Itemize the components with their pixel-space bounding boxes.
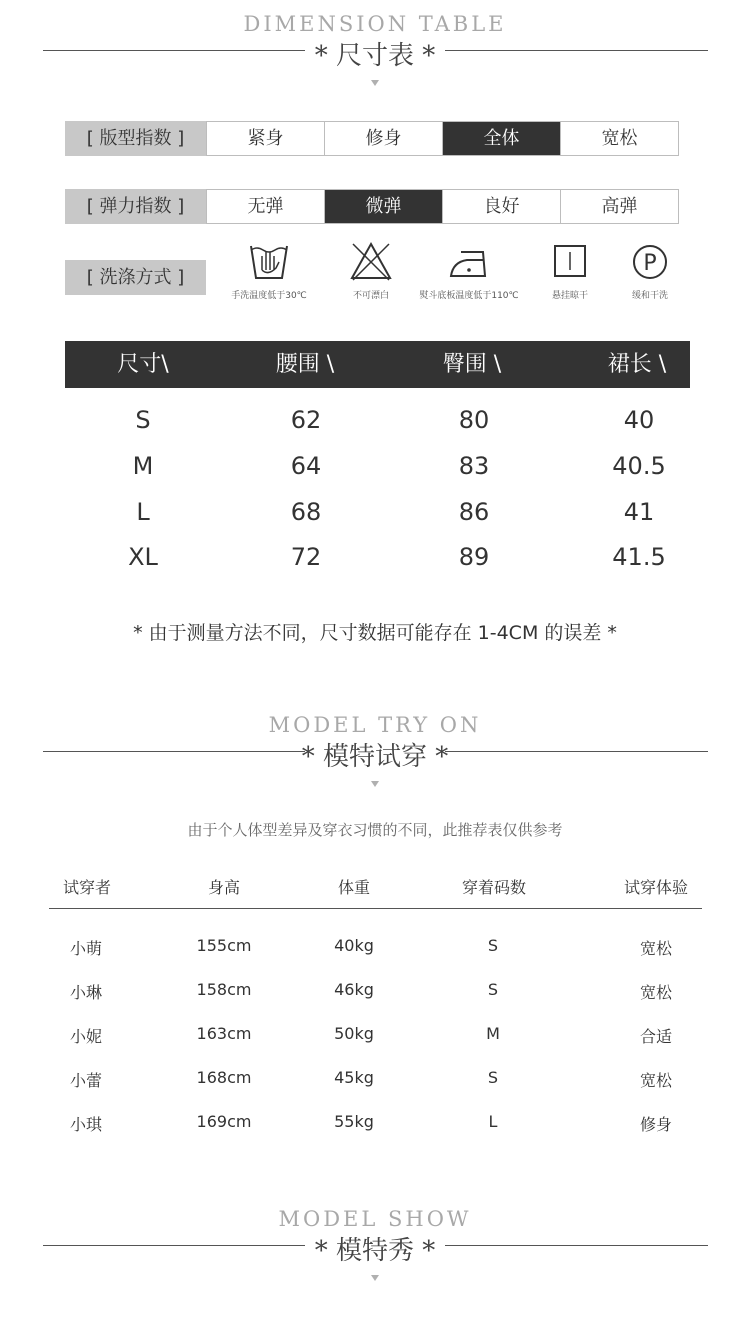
size-cell: S	[135, 406, 151, 434]
wash-label: [ 洗涤方式 ]	[65, 260, 206, 295]
size-cell: 72	[290, 543, 322, 571]
size-cell: 83	[458, 452, 490, 480]
stretch-index-label: [ 弹力指数 ]	[65, 189, 206, 224]
model-cell: 小妮	[69, 1027, 102, 1046]
model-cell: 50kg	[334, 1024, 374, 1043]
section-title-cn: * 模特试穿 *	[301, 742, 449, 772]
size-header-cell: 尺寸\	[117, 352, 169, 377]
model-cell: S	[487, 980, 499, 999]
fit-option: 紧身	[206, 122, 324, 155]
model-cell: 45kg	[334, 1068, 374, 1087]
model-header-cell: 试穿体验	[623, 878, 688, 897]
model-cell: 小琳	[69, 983, 102, 1002]
size-cell: 89	[458, 543, 490, 571]
model-cell: 宽松	[639, 939, 672, 958]
wash-item	[316, 240, 426, 310]
size-cell: 64	[290, 452, 322, 480]
wash-item	[414, 240, 524, 310]
size-cell: XL	[128, 543, 158, 571]
model-cell: 小蕾	[69, 1071, 102, 1090]
down-triangle-icon	[371, 1275, 379, 1281]
wash-item	[595, 240, 705, 310]
model-cell: 合适	[639, 1027, 672, 1046]
hang-dry-icon	[548, 240, 592, 282]
size-cell: 68	[290, 498, 322, 526]
size-cell: M	[132, 452, 154, 480]
section-title-cn: * 尺寸表 *	[314, 41, 436, 71]
model-cell: S	[487, 1068, 499, 1087]
model-cell: 修身	[639, 1115, 672, 1134]
dry-clean-icon	[628, 240, 672, 282]
model-cell: 168cm	[196, 1068, 252, 1087]
size-cell: 86	[458, 498, 490, 526]
no-bleach-icon	[349, 240, 393, 282]
model-cell: 40kg	[334, 936, 374, 955]
model-cell: 55kg	[334, 1112, 374, 1131]
size-cell: 41.5	[612, 543, 666, 571]
wash-caption: 不可漂白	[352, 291, 389, 301]
dimension-section-header	[0, 12, 750, 92]
section-title-en: DIMENSION TABLE	[243, 12, 507, 36]
section-title-cn: * 模特秀 *	[314, 1236, 436, 1266]
stretch-option: 良好	[442, 190, 560, 223]
wash-caption: 缓和干洗	[631, 291, 668, 301]
model-header-cell: 试穿者	[62, 878, 111, 897]
size-cell: 41	[623, 498, 655, 526]
fit-option: 修身	[324, 122, 442, 155]
model-table-divider	[49, 908, 702, 909]
wash-item	[214, 240, 324, 310]
model-cell: 小萌	[69, 939, 102, 958]
measurement-note: * 由于测量方法不同，尺寸数据可能存在 1-4CM 的误差 *	[133, 622, 617, 644]
fit-index-row	[65, 121, 679, 156]
size-cell: 80	[458, 406, 490, 434]
stretch-index-row	[65, 189, 679, 224]
stretch-option-selected: 微弹	[324, 190, 442, 223]
model-header-cell: 身高	[207, 878, 240, 897]
size-cell: 40.5	[612, 452, 666, 480]
model-cell: L	[488, 1112, 498, 1131]
fit-index-label: [ 版型指数 ]	[65, 121, 206, 156]
show-section-header	[0, 1207, 750, 1287]
size-cell: 40	[623, 406, 655, 434]
size-header-cell: 裙长 \	[607, 352, 667, 377]
model-header-cell: 穿着码数	[461, 878, 526, 897]
model-cell: 宽松	[639, 983, 672, 1002]
svg-text:P: P	[643, 251, 657, 276]
hand-wash-icon	[247, 240, 291, 282]
model-cell: 169cm	[196, 1112, 252, 1131]
size-header-cell: 腰围 \	[275, 352, 335, 377]
model-header-cell: 体重	[337, 878, 370, 897]
wash-caption: 悬挂晾干	[551, 291, 588, 301]
size-cell: L	[136, 498, 150, 526]
section-title-en: MODEL SHOW	[278, 1207, 472, 1231]
size-header-cell: 臀围 \	[442, 352, 502, 377]
model-cell: 小琪	[69, 1115, 102, 1134]
wash-caption: 手洗温度低于30℃	[231, 291, 307, 301]
model-cell: 155cm	[196, 936, 252, 955]
model-section-header	[0, 713, 750, 793]
model-cell: 158cm	[196, 980, 252, 999]
size-cell: 62	[290, 406, 322, 434]
model-cell: 163cm	[196, 1024, 252, 1043]
size-table-header	[65, 341, 690, 388]
fit-option-selected: 全体	[442, 122, 560, 155]
wash-caption: 熨斗底板温度低于110℃	[419, 291, 519, 301]
iron-icon	[447, 240, 491, 282]
model-cell: M	[486, 1024, 500, 1043]
section-title-en: MODEL TRY ON	[268, 713, 482, 737]
model-note: 由于个人体型差异及穿衣习惯的不同，此推荐表仅供参考	[187, 821, 563, 839]
model-cell: 宽松	[639, 1071, 672, 1090]
down-triangle-icon	[371, 80, 379, 86]
stretch-option: 无弹	[206, 190, 324, 223]
down-triangle-icon	[371, 781, 379, 787]
stretch-option: 高弹	[560, 190, 678, 223]
model-cell: S	[487, 936, 499, 955]
fit-option: 宽松	[560, 122, 678, 155]
model-cell: 46kg	[334, 980, 374, 999]
